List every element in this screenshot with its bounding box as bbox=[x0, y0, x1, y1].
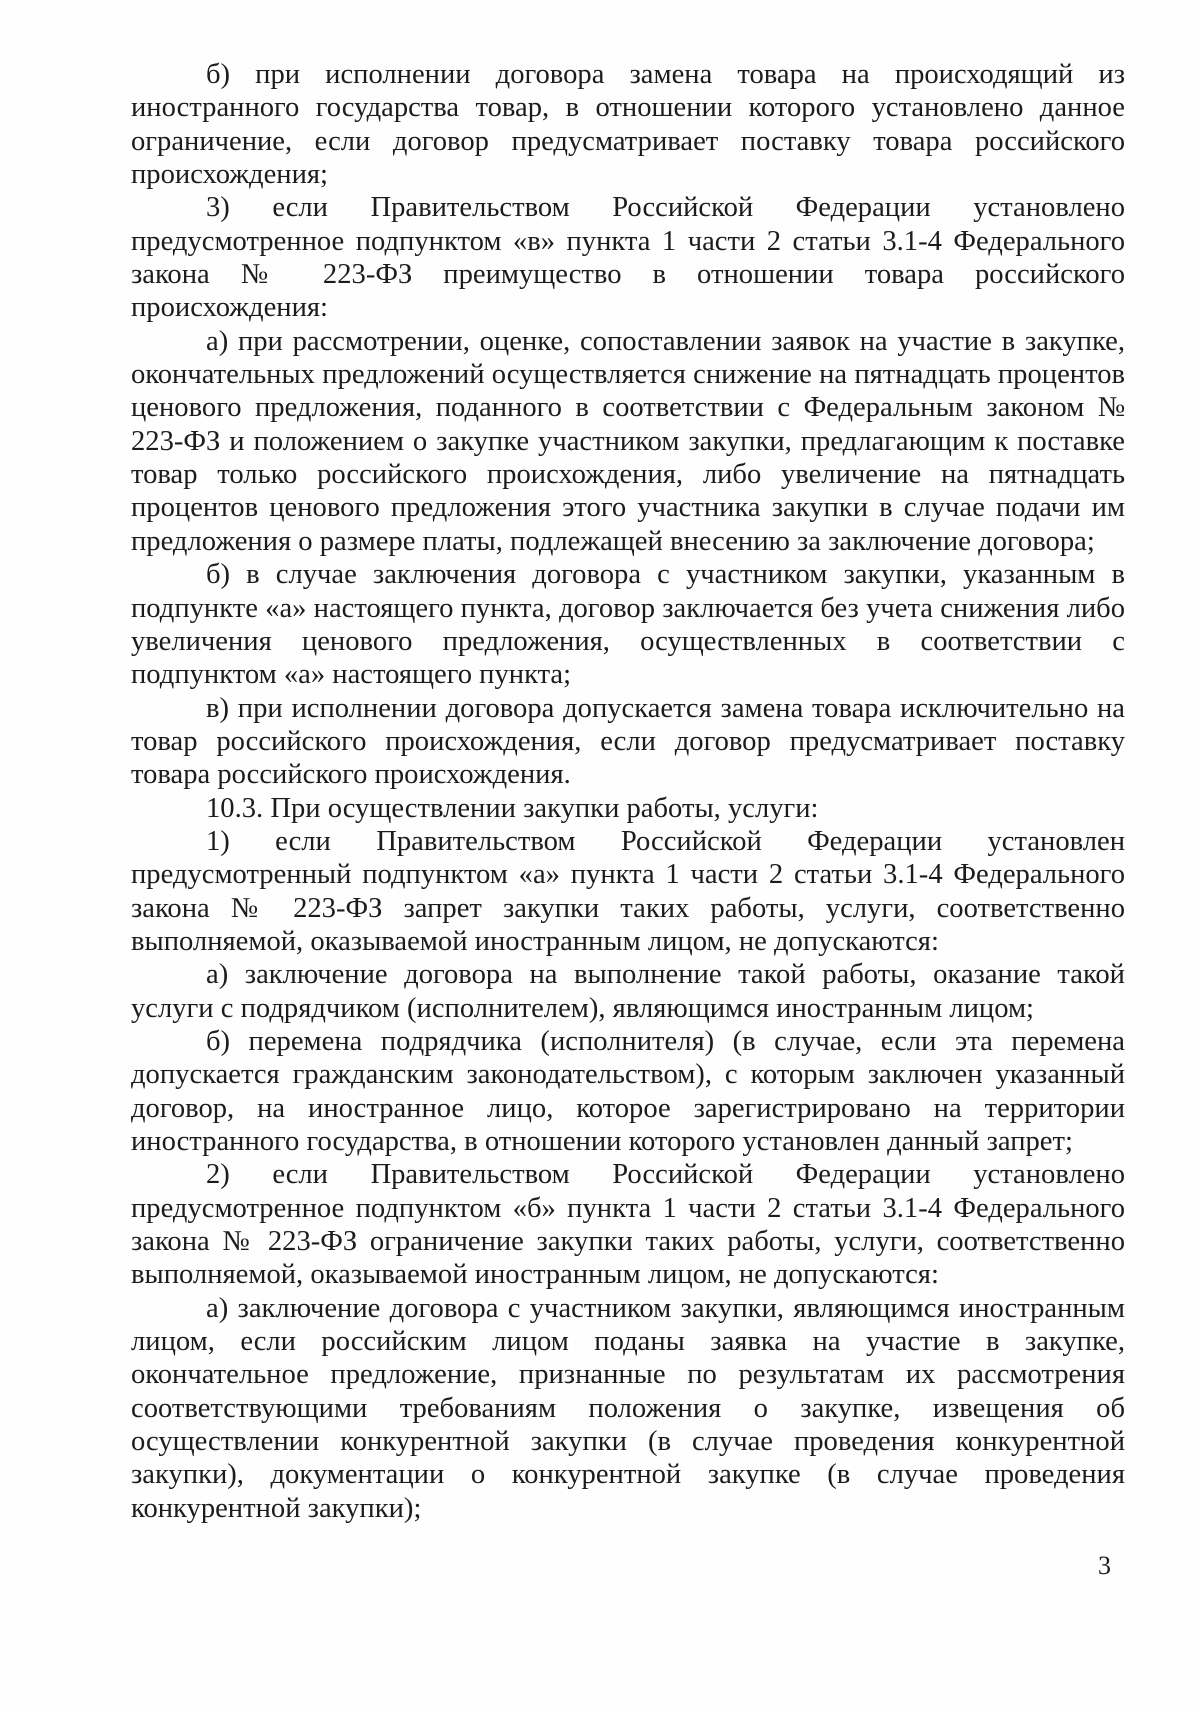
paragraph-2a-contract-foreign: а) заключение договора с участником закупки, являющимся иностранным лицом, если российским лицом поданы заявка на участие в закупке, окончательное предложение, признанные по результатам их рассмотрения соответствующими требованиям положения о закупке, извещения об осуществлении конкурентной закупки (в случае проведения конкурентной закупки), документации о конкурентной закупке (в случае проведения конкурентной закупки); bbox=[131, 1292, 1125, 1524]
paragraph-3b-contract-conclusion: б) в случае заключения договора с участником закупки, указанным в подпункте «а» настоящего пункта, договор заключается без учета снижения либо увеличения ценового предложения, осуществленных в соответствии с подпунктом «а» настоящего пункта; bbox=[131, 559, 1125, 691]
paragraph-1-ban: 1) если Правительством Российской Федерации установлен предусмотренный подпунктом «а» пункта 1 части 2 статьи 3.1-4 Федерального закона № 223-ФЗ запрет закупки таких работы, услуги, соответственно выполняемой, оказываемой иностранным лицом, не допускаются: bbox=[131, 825, 1125, 957]
page-number: 3 bbox=[1098, 1551, 1111, 1580]
paragraph-2-restriction: 2) если Правительством Российской Федерации установлено предусмотренное подпунктом «б» пункта 1 части 2 статьи 3.1-4 Федерального закона № 223-ФЗ ограничение закупки таких работы, услуги, соответственно выполняемой, оказываемой иностранным лицом, не допускаются: bbox=[131, 1159, 1125, 1291]
section-10-3-heading: 10.3. При осуществлении закупки работы, услуги: bbox=[206, 792, 819, 824]
paragraph-3a-price-reduction: а) при рассмотрении, оценке, сопоставлении заявок на участие в закупке, окончательных предложений осуществляется снижение на пятнадцать процентов ценового предложения, поданного в соответствии с Федеральным законом № 223-ФЗ и положением о закупке участником закупки, предлагающим к поставке товар только российского происхождения, либо увеличение на пятнадцать процентов ценового предложения этого участника закупки в случае подачи им предложения о размере платы, подлежащей внесению за заключение договора; bbox=[131, 325, 1125, 557]
paragraph-1b-contractor-change: б) перемена подрядчика (исполнителя) (в случае, если эта перемена допускается гражданским законодательством), с которым заключен указанный договор, на иностранное лицо, которое зарегистрировано на территории иностранного государства, в отношении которого установлен данный запрет; bbox=[131, 1025, 1125, 1157]
paragraph-3-advantage: 3) если Правительством Российской Федерации установлено предусмотренное подпунктом «в» пункта 1 части 2 статьи 3.1-4 Федерального закона № 223-ФЗ преимущество в отношении товара российского происхождения: bbox=[131, 192, 1125, 324]
document-body bbox=[131, 58, 1125, 1525]
paragraph-2b-replacement: б) при исполнении договора замена товара на происходящий из иностранного государства товар, в отношении которого установлено данное ограничение, если договор предусматривает поставку товара российского происхождения; bbox=[131, 59, 1125, 191]
paragraph-3c-goods-replacement: в) при исполнении договора допускается замена товара исключительно на товар российского происхождения, если договор предусматривает поставку товара российского происхождения. bbox=[131, 692, 1125, 791]
paragraph-1a-contract: а) заключение договора на выполнение такой работы, оказание такой услуги с подрядчиком (исполнителем), являющимся иностранным лицом; bbox=[131, 959, 1125, 1024]
